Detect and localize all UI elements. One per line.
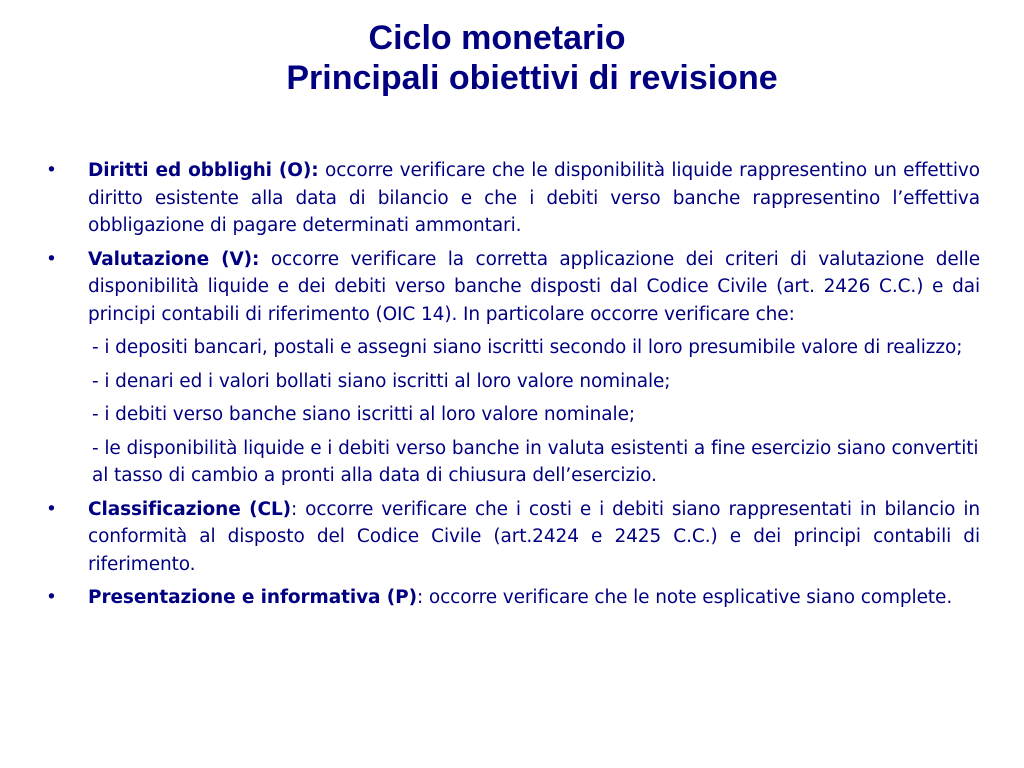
- sub-item-text: - i denari ed i valori bollati siano iscritti al loro valore nominale;: [92, 370, 671, 392]
- bullet-heading: Diritti ed obblighi (O):: [88, 160, 319, 181]
- slide-title: [0, 18, 1024, 98]
- bullet-heading: Presentazione e informativa (P): [88, 587, 417, 608]
- title-line-2: Principali obiettivi di revisione: [286, 59, 778, 97]
- bullet-text: occorre verificare che le disponibilità liquide rappresentino un effettivo diritto esistente alla data di bilancio e che i debiti verso banche rappresentino l’effettiva obbligazione di pagare determinati ammontari.: [88, 160, 980, 236]
- bullet-heading: Valutazione (V):: [88, 248, 260, 270]
- bullet-heading: Classificazione (CL): [88, 498, 292, 520]
- sub-item-text: - i debiti verso banche siano iscritti al loro valore nominale;: [92, 404, 636, 425]
- sub-item-depositi: [46, 334, 980, 362]
- bullet-marker: •: [46, 587, 57, 608]
- bullet-marker: •: [46, 248, 57, 270]
- bullet-valutazione: [46, 246, 980, 329]
- bullet-diritti-obblighi: [46, 157, 980, 240]
- sub-item-valuta: [46, 435, 980, 490]
- sub-item-text: - le disponibilità liquide e i debiti verso banche in valuta esistenti a fine esercizio siano convertiti al tasso di cambio a pronti alla data di chiusura dell’esercizio.: [92, 437, 979, 486]
- sub-item-debiti: [46, 401, 980, 429]
- bullet-presentazione: [46, 584, 980, 612]
- bullet-marker: •: [46, 498, 57, 520]
- sub-item-denari: [46, 368, 980, 396]
- sub-item-text: - i depositi bancari, postali e assegni siano iscritti secondo il loro presumibile valore di realizzo;: [92, 337, 963, 358]
- bullet-text: : occorre verificare che i costi e i debiti siano rappresentati in bilancio in conformità al disposto del Codice Civile (art.2424 e 2425 C.C.) e dei principi contabili di riferimento.: [88, 498, 980, 575]
- bullet-list: [46, 157, 980, 618]
- bullet-text: : occorre verificare che le note esplicative siano complete.: [416, 587, 953, 608]
- title-line-1: Ciclo monetario: [368, 19, 626, 57]
- bullet-classificazione: [46, 496, 980, 579]
- bullet-marker: •: [46, 160, 57, 181]
- bullet-text: occorre verificare la corretta applicazione dei criteri di valutazione delle disponibilità liquide e dei debiti verso banche disposti dal Codice Civile (art. 2426 C.C.) e dai principi contabili di riferimento (OIC 14). In particolare occorre verificare che:: [88, 248, 980, 325]
